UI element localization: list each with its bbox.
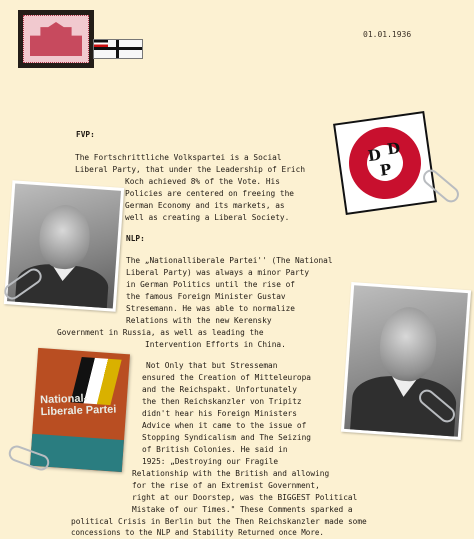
fvp-heading: FVP: bbox=[76, 130, 95, 139]
nlp-line: the then Reichskanzler von Tripitz bbox=[142, 397, 302, 406]
fvp-line: The Fortschrittliche Volkspartei is a Social bbox=[75, 153, 282, 162]
nlp-line: Advice when it came to the issue of bbox=[142, 421, 307, 430]
logo-letter: D bbox=[366, 145, 383, 166]
nlp-line: for the rise of an Extremist Government, bbox=[132, 481, 320, 490]
party-logo bbox=[333, 111, 437, 215]
building-illustration bbox=[30, 22, 82, 56]
fvp-line: well as creating a Liberal Society. bbox=[125, 213, 290, 222]
nlp-line: the famous Foreign Minister Gustav bbox=[126, 292, 286, 301]
nlp-line: Stopping Syndicalism and The Seizing bbox=[142, 433, 311, 442]
nlp-line: in German Politics until the rise of bbox=[126, 280, 295, 289]
nlp-line: concessions to the NLP and Stability Returned once More. bbox=[71, 528, 324, 537]
nlp-line: of British Colonies. He said in bbox=[142, 445, 288, 454]
nlp-line: The „Nationalliberale Partei'' (The National bbox=[126, 256, 333, 265]
nlp-line: ensured the Creation of Mitteleuropa bbox=[142, 373, 311, 382]
nlp-line: Liberal Party) was always a minor Party bbox=[126, 268, 310, 277]
postage-stamp bbox=[18, 10, 94, 68]
nlp-line: Relations with the new Kerensky bbox=[126, 316, 272, 325]
nlp-line: right at our Doorstep, was the BIGGEST Political bbox=[132, 493, 358, 502]
document-date: 01.01.1936 bbox=[363, 30, 412, 39]
campaign-poster bbox=[30, 348, 130, 472]
logo-letter: D bbox=[385, 138, 402, 159]
nlp-line: Not Only that but Stresseman bbox=[146, 361, 278, 370]
nlp-line: 1925: „Destroying our Fragile bbox=[142, 457, 279, 466]
fvp-line: Liberal Party, that under the Leadership of Erich bbox=[75, 165, 306, 174]
nlp-line: Mistake of our Times." These Comments sparked a bbox=[132, 505, 353, 514]
nlp-line: and the Reichspakt. Unfortunately bbox=[142, 385, 297, 394]
imperial-flag-icon bbox=[93, 39, 143, 59]
nlp-line: didn't hear his Foreign Ministers bbox=[142, 409, 297, 418]
nlp-line: Intervention Efforts in China. bbox=[145, 340, 286, 349]
fvp-line: Policies are centered on freeing the bbox=[125, 189, 294, 198]
fvp-line: German Economy and its markets, as bbox=[125, 201, 285, 210]
logo-letter: P bbox=[378, 160, 393, 180]
nlp-heading: NLP: bbox=[126, 234, 145, 243]
nlp-line: Government in Russia, as well as leading the bbox=[57, 328, 264, 337]
nlp-line: political Crisis in Berlin but the Then Reichskanzler made some bbox=[71, 517, 367, 526]
nlp-line: Relationship with the British and allowing bbox=[132, 469, 330, 478]
nlp-line: Stresemann. He was able to normalize bbox=[126, 304, 295, 313]
poster-title: National- Liberale Partei bbox=[39, 392, 117, 419]
fvp-line: Koch achieved 8% of the Vote. His bbox=[125, 177, 280, 186]
